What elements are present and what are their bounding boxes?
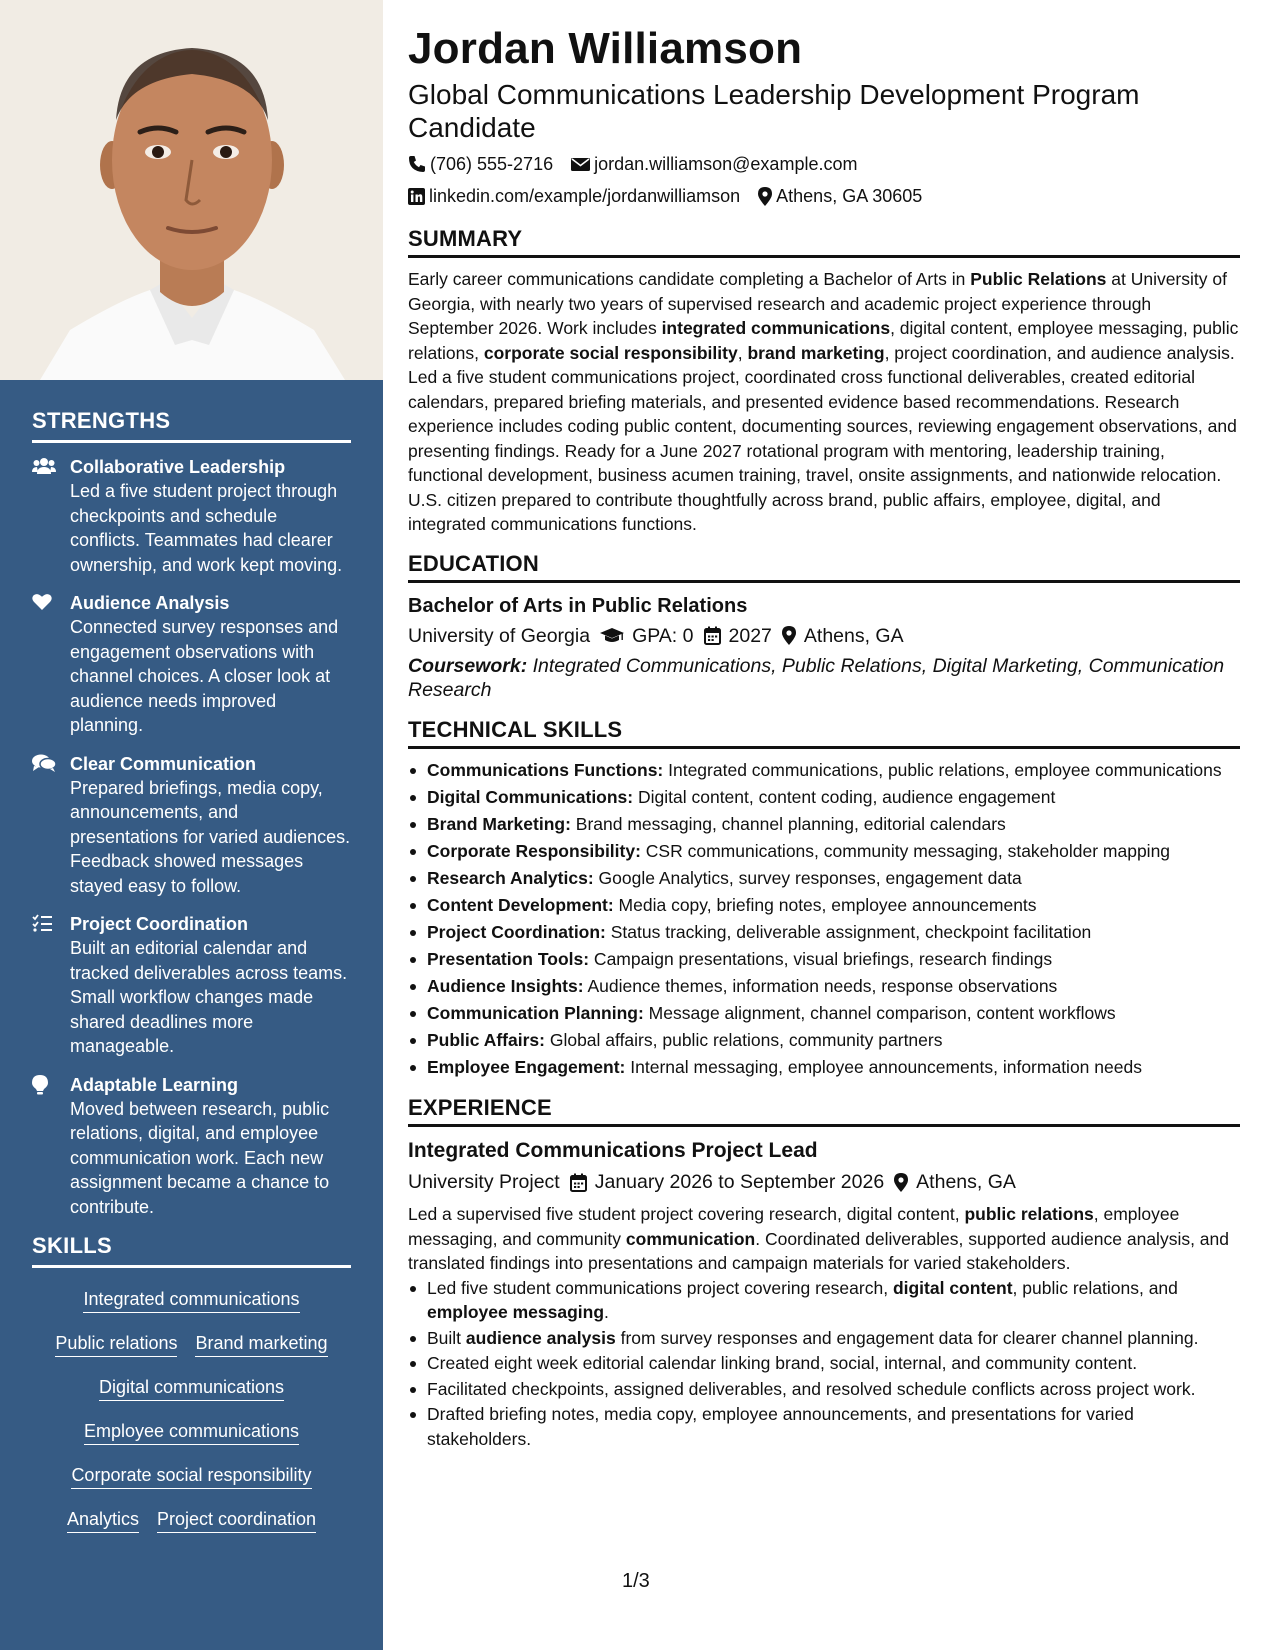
list-item bbox=[408, 758, 1240, 783]
list-item bbox=[408, 892, 1240, 919]
linkedin-text: linkedin.com/example/jordanwilliamson bbox=[429, 186, 741, 206]
skill-value: CSR communications, community messaging, stakeholder mapping bbox=[640, 841, 1171, 861]
list-item bbox=[408, 811, 1240, 838]
skill-tag: Brand marketing bbox=[195, 1332, 327, 1357]
strengths-heading: STRENGTHS bbox=[32, 408, 351, 443]
text-run: Built bbox=[427, 1327, 466, 1348]
envelope-icon bbox=[571, 157, 590, 172]
location-text: Athens, GA 30605 bbox=[776, 186, 923, 206]
text-run: Led a supervised five student project covering research, digital content, bbox=[408, 1204, 965, 1224]
profile-photo bbox=[0, 0, 383, 380]
skill-label: Audience Insights: bbox=[427, 976, 584, 996]
bold-text: corporate social responsibility bbox=[483, 342, 738, 363]
skills-list bbox=[32, 1280, 351, 1533]
skill-value: Message alignment, channel comparison, content workflows bbox=[643, 1003, 1116, 1023]
skills-heading: SKILLS bbox=[32, 1233, 351, 1268]
sidebar bbox=[0, 0, 383, 1650]
gpa-item bbox=[600, 620, 693, 652]
users-icon bbox=[32, 455, 70, 577]
list-item bbox=[408, 865, 1240, 892]
text-run: at University of Georgia, with nearly two years of supervised research and academic project experience through September 2026. Work includes bbox=[408, 269, 1227, 338]
year-item bbox=[704, 620, 772, 652]
skill-value: Internal messaging, employee announcements, information needs bbox=[625, 1057, 1142, 1077]
text-run: . Coordinated deliverables, supported audience analysis, and translated findings into presentations and campaign materials for varied stakeholders. bbox=[408, 1228, 1230, 1273]
phone-text: (706) 555-2716 bbox=[430, 154, 554, 174]
skill-label: Brand Marketing: bbox=[427, 814, 571, 834]
strength-title: Adaptable Learning bbox=[70, 1074, 239, 1095]
list-item bbox=[408, 1054, 1240, 1081]
checklist-icon bbox=[32, 912, 70, 1059]
bold-text: audience analysis bbox=[465, 1327, 616, 1348]
contact-info bbox=[408, 148, 1240, 212]
skill-label: Research Analytics: bbox=[427, 868, 594, 888]
technical-skills-list bbox=[408, 758, 1240, 1082]
skill-value: Digital content, content coding, audience engagement bbox=[633, 787, 1056, 807]
skill-tag: Analytics bbox=[67, 1508, 139, 1533]
location-contact bbox=[758, 180, 922, 212]
strength-text: Moved between research, public relations, digital, and employee communication work. Each new assignment became a chance to contribute. bbox=[70, 1098, 330, 1217]
candidate-name: Jordan Williamson bbox=[408, 24, 803, 73]
list-item bbox=[408, 973, 1240, 1000]
education-heading: EDUCATION bbox=[408, 551, 1240, 583]
skill-label: Digital Communications: bbox=[427, 787, 634, 807]
email-text: jordan.williamson@example.com bbox=[594, 154, 858, 174]
skill-value: Google Analytics, survey responses, engagement data bbox=[593, 868, 1022, 888]
graduation-year: 2027 bbox=[728, 624, 772, 647]
job-meta bbox=[408, 1166, 1240, 1198]
list-item bbox=[408, 919, 1240, 946]
map-pin-icon bbox=[894, 1173, 908, 1192]
sidebar-content bbox=[32, 408, 351, 1552]
skill-tag: Integrated communications bbox=[83, 1288, 299, 1313]
strength-item bbox=[32, 1073, 351, 1220]
job-title: Integrated Communications Project Lead bbox=[408, 1139, 818, 1162]
skill-value: Status tracking, deliverable assignment, checkpoint facilitation bbox=[605, 922, 1092, 942]
school-name: University of Georgia bbox=[408, 624, 591, 647]
education-location-text: Athens, GA bbox=[803, 624, 904, 647]
list-item bbox=[408, 1276, 1240, 1325]
text-run: from survey responses and engagement data for clearer channel planning. bbox=[615, 1327, 1199, 1348]
text-run: Facilitated checkpoints, assigned deliverables, and resolved schedule conflicts across project work. bbox=[427, 1378, 1196, 1399]
gpa-text: GPA: 0 bbox=[632, 624, 694, 647]
skill-label: Public Affairs: bbox=[427, 1030, 545, 1050]
job-organization: University Project bbox=[408, 1171, 560, 1193]
strength-title: Collaborative Leadership bbox=[70, 457, 286, 477]
summary-text bbox=[408, 267, 1240, 537]
strength-title: Clear Communication bbox=[70, 753, 257, 774]
skill-value: Integrated communications, public relations, employee communications bbox=[663, 759, 1222, 780]
summary-heading: SUMMARY bbox=[408, 226, 1240, 258]
skill-tag: Digital communications bbox=[99, 1376, 284, 1401]
skill-tag: Project coordination bbox=[157, 1508, 316, 1533]
skill-label: Communications Functions: bbox=[427, 759, 664, 780]
job-dates: January 2026 to September 2026 bbox=[594, 1171, 885, 1193]
phone-contact bbox=[408, 148, 553, 180]
job-location: Athens, GA bbox=[916, 1171, 1016, 1193]
strength-title: Audience Analysis bbox=[70, 593, 230, 613]
calendar-icon bbox=[704, 626, 721, 645]
strength-text: Prepared briefings, media copy, announcements, and presentations for varied audiences. Feedback showed messages stayed easy to follow. bbox=[70, 777, 351, 896]
skill-value: Media copy, briefing notes, employee announcements bbox=[613, 895, 1037, 915]
skill-value: Brand messaging, channel planning, editorial calendars bbox=[570, 814, 1006, 834]
candidate-title: Global Communications Leadership Development Program Candidate bbox=[408, 79, 1140, 143]
bold-text: employee messaging bbox=[427, 1302, 605, 1322]
skill-label: Presentation Tools: bbox=[427, 949, 590, 969]
coursework-label: Coursework: bbox=[408, 654, 528, 677]
text-run: , bbox=[737, 342, 748, 363]
list-item bbox=[408, 1402, 1240, 1451]
degree-title: Bachelor of Arts in Public Relations bbox=[408, 594, 748, 617]
job-dates-item bbox=[570, 1166, 884, 1198]
skill-tag: Employee communications bbox=[84, 1420, 299, 1445]
bold-text: integrated communications bbox=[661, 318, 891, 338]
list-item bbox=[408, 784, 1240, 811]
skill-value: Global affairs, public relations, community partners bbox=[544, 1030, 943, 1050]
list-item bbox=[408, 1027, 1240, 1054]
strength-text: Connected survey responses and engagement observations with channel choices. A closer look at audience needs improved planning. bbox=[70, 617, 339, 735]
education-location bbox=[782, 620, 904, 652]
text-run: Created eight week editorial calendar linking brand, social, internal, and community content. bbox=[427, 1353, 1138, 1373]
page-number: 1/3 bbox=[622, 1570, 650, 1592]
map-pin-icon bbox=[758, 187, 772, 206]
list-item bbox=[408, 1377, 1240, 1402]
graduation-cap-icon bbox=[600, 627, 624, 644]
job-bullets bbox=[408, 1276, 1240, 1452]
skill-label: Employee Engagement: bbox=[427, 1057, 626, 1077]
linkedin-icon bbox=[408, 188, 425, 205]
text-run: Led five student communications project covering research, bbox=[427, 1277, 893, 1298]
bold-text: Public Relations bbox=[970, 269, 1107, 289]
text-run: . bbox=[604, 1302, 609, 1322]
phone-icon bbox=[408, 155, 426, 173]
bold-text: brand marketing bbox=[747, 342, 885, 363]
skill-label: Content Development: bbox=[427, 895, 614, 915]
map-pin-icon bbox=[782, 626, 796, 645]
job-location-item bbox=[894, 1166, 1016, 1198]
text-run: Drafted briefing notes, media copy, employee announcements, and presentations for varied stakeholders. bbox=[427, 1404, 1134, 1449]
strength-item bbox=[32, 455, 351, 577]
education-meta bbox=[408, 620, 1240, 652]
portrait-illustration bbox=[0, 0, 383, 380]
strength-item bbox=[32, 591, 351, 738]
strength-text: Built an editorial calendar and tracked deliverables across teams. Small workflow changes made shared deadlines more manageable. bbox=[70, 938, 348, 1056]
lightbulb-icon bbox=[32, 1073, 70, 1220]
skill-label: Project Coordination: bbox=[427, 922, 606, 942]
list-item bbox=[408, 1326, 1240, 1351]
text-run: Early career communications candidate completing a Bachelor of Arts in bbox=[408, 269, 971, 289]
linkedin-contact[interactable] bbox=[408, 180, 740, 212]
skill-tag: Corporate social responsibility bbox=[71, 1464, 311, 1489]
job-description bbox=[408, 1202, 1240, 1276]
technical-skills-heading: TECHNICAL SKILLS bbox=[408, 717, 1240, 749]
bold-text: communication bbox=[625, 1228, 756, 1249]
list-item bbox=[408, 1000, 1240, 1027]
skill-value: Audience themes, information needs, response observations bbox=[583, 976, 1058, 996]
heart-icon bbox=[32, 591, 70, 738]
skill-tag: Public relations bbox=[55, 1332, 177, 1357]
list-item bbox=[408, 946, 1240, 973]
skill-label: Corporate Responsibility: bbox=[427, 841, 641, 861]
strength-text: Led a five student project through checkpoints and schedule conflicts. Teammates had clearer ownership, and work kept moving. bbox=[70, 481, 343, 575]
main-content bbox=[408, 22, 1240, 1452]
calendar-icon bbox=[570, 1173, 587, 1192]
bold-text: public relations bbox=[964, 1204, 1094, 1224]
text-run: , project coordination, and audience analysis. Led a five student communications project, coordinated cross functional deliverables, created editorial calendars, prepared briefing materials, and presented evidence based recommendations. Research experience includes coding public content, documenting sources, reviewing engagement observations, and presenting findings. Ready for a June 2027 rotational program with mentoring, leadership training, functional development, business acumen training, travel, onsite assignments, and nationwide relocation. U.S. citizen prepared to contribute thoughtfully across brand, public affairs, employee, digital, and integrated communications functions. bbox=[408, 342, 1237, 534]
text-run: , public relations, and bbox=[1012, 1277, 1178, 1298]
bold-text: digital content bbox=[892, 1277, 1013, 1298]
strength-title: Project Coordination bbox=[70, 914, 249, 934]
email-contact[interactable] bbox=[571, 148, 857, 180]
strength-item bbox=[32, 752, 351, 899]
coursework-list: Integrated Communications, Public Relations, Digital Marketing, Communication Research bbox=[408, 654, 1225, 701]
comments-icon bbox=[32, 752, 70, 899]
text-run: , employee messaging, and community bbox=[408, 1204, 1180, 1249]
list-item bbox=[408, 1351, 1240, 1376]
coursework bbox=[408, 654, 1240, 703]
experience-heading: EXPERIENCE bbox=[408, 1095, 1240, 1127]
strength-item bbox=[32, 912, 351, 1059]
skill-value: Campaign presentations, visual briefings, research findings bbox=[589, 949, 1053, 969]
text-run: , digital content, employee messaging, public relations, bbox=[408, 318, 1239, 363]
list-item bbox=[408, 838, 1240, 865]
skill-label: Communication Planning: bbox=[427, 1003, 644, 1023]
